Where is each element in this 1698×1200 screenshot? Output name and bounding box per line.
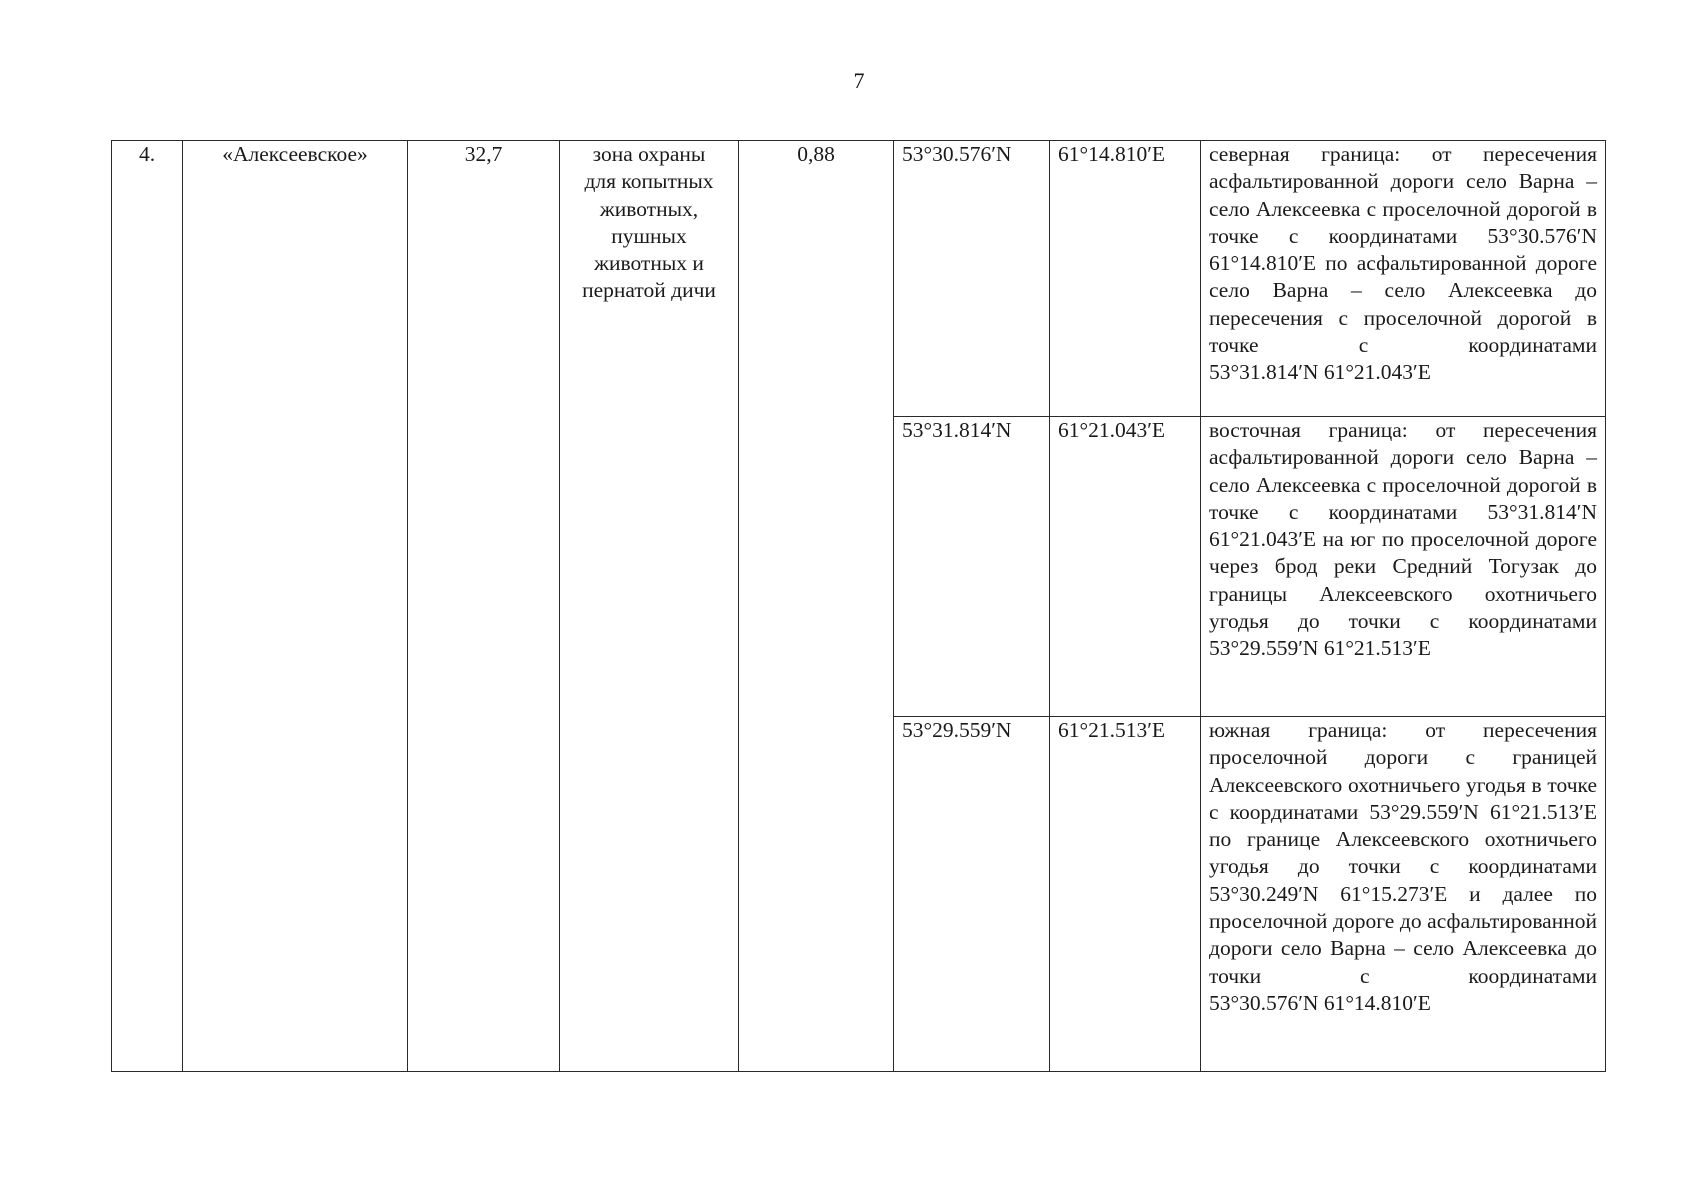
- zone-type-line: для копытных: [584, 169, 714, 194]
- table-row: [112, 141, 1606, 417]
- boundary-longitude-cell: [1050, 717, 1201, 1072]
- boundary-description-end: 53°30.576′N 61°14.810′E: [1209, 990, 1431, 1015]
- boundary-description: северная граница: от пересечения асфальтированной дороги село Варна – село Алексеевка с проселочной дорогой в точке с координатами 53°30.576′N 61°14.810′E по асфальтированной дороге село Варна – село Алексеевка до пересечения с проселочной дорогой в точке с координатами: [1209, 142, 1597, 358]
- zone-area: 0,88: [797, 142, 835, 166]
- zone-type-line: зона охраны: [592, 142, 706, 166]
- boundary-description-cell: [1201, 141, 1606, 417]
- hunting-grounds-table: [111, 140, 1606, 1072]
- page-number: 7: [853, 68, 865, 93]
- ground-name-cell: [183, 141, 408, 1072]
- boundary-longitude: 61°14.810′E: [1058, 142, 1166, 166]
- row-number: 4.: [138, 142, 156, 166]
- zone-type-line: животных,: [599, 196, 699, 221]
- boundary-description: восточная граница: от пересечения асфальтированной дороги село Варна – село Алексеевка с проселочной дорогой в точке с координатами 53°31.814′N 61°21.043′E на юг по проселочной дороге через брод реки Средний Тогузак до границы Алексеевского охотничьего угодья до точки с координатами: [1209, 418, 1597, 634]
- boundary-longitude-cell: [1050, 141, 1201, 417]
- boundary-longitude: 61°21.513′E: [1058, 718, 1166, 742]
- boundary-latitude: 53°31.814′N: [902, 418, 1012, 442]
- zone-type-cell: [560, 141, 739, 1072]
- boundary-description-cell: [1201, 717, 1606, 1072]
- ground-area-cell: [408, 141, 560, 1072]
- boundary-description-end: 53°29.559′N 61°21.513′E: [1209, 636, 1431, 661]
- zone-type-line: пернатой дичи: [582, 278, 716, 303]
- zone-type-line: животных и: [594, 251, 704, 276]
- boundary-description-cell: [1201, 417, 1606, 717]
- row-number-cell: [112, 141, 183, 1072]
- boundary-description: южная граница: от пересечения проселочной дороги с границей Алексеевского охотничьего угодья в точке с координатами 53°29.559′N 61°21.513′E по границе Алексеевского охотничьего угодья до точки с координатами 53°30.249′N 61°15.273′E и далее по проселочной дороге до асфальтированной дороги село Варна – село Алексеевка до точки с координатами: [1209, 718, 1597, 988]
- boundary-longitude-cell: [1050, 417, 1201, 717]
- zone-type-line: пушных: [611, 223, 687, 248]
- zone-area-cell: [739, 141, 894, 1072]
- ground-name: «Алексеевское»: [222, 142, 368, 166]
- ground-area: 32,7: [464, 142, 503, 166]
- boundary-latitude-cell: [894, 417, 1050, 717]
- boundary-latitude: 53°29.559′N: [902, 718, 1012, 742]
- boundary-latitude-cell: [894, 717, 1050, 1072]
- boundary-description-end: 53°31.814′N 61°21.043′E: [1209, 360, 1431, 385]
- boundary-latitude: 53°30.576′N: [902, 142, 1012, 166]
- boundary-longitude: 61°21.043′E: [1058, 418, 1166, 442]
- boundary-latitude-cell: [894, 141, 1050, 417]
